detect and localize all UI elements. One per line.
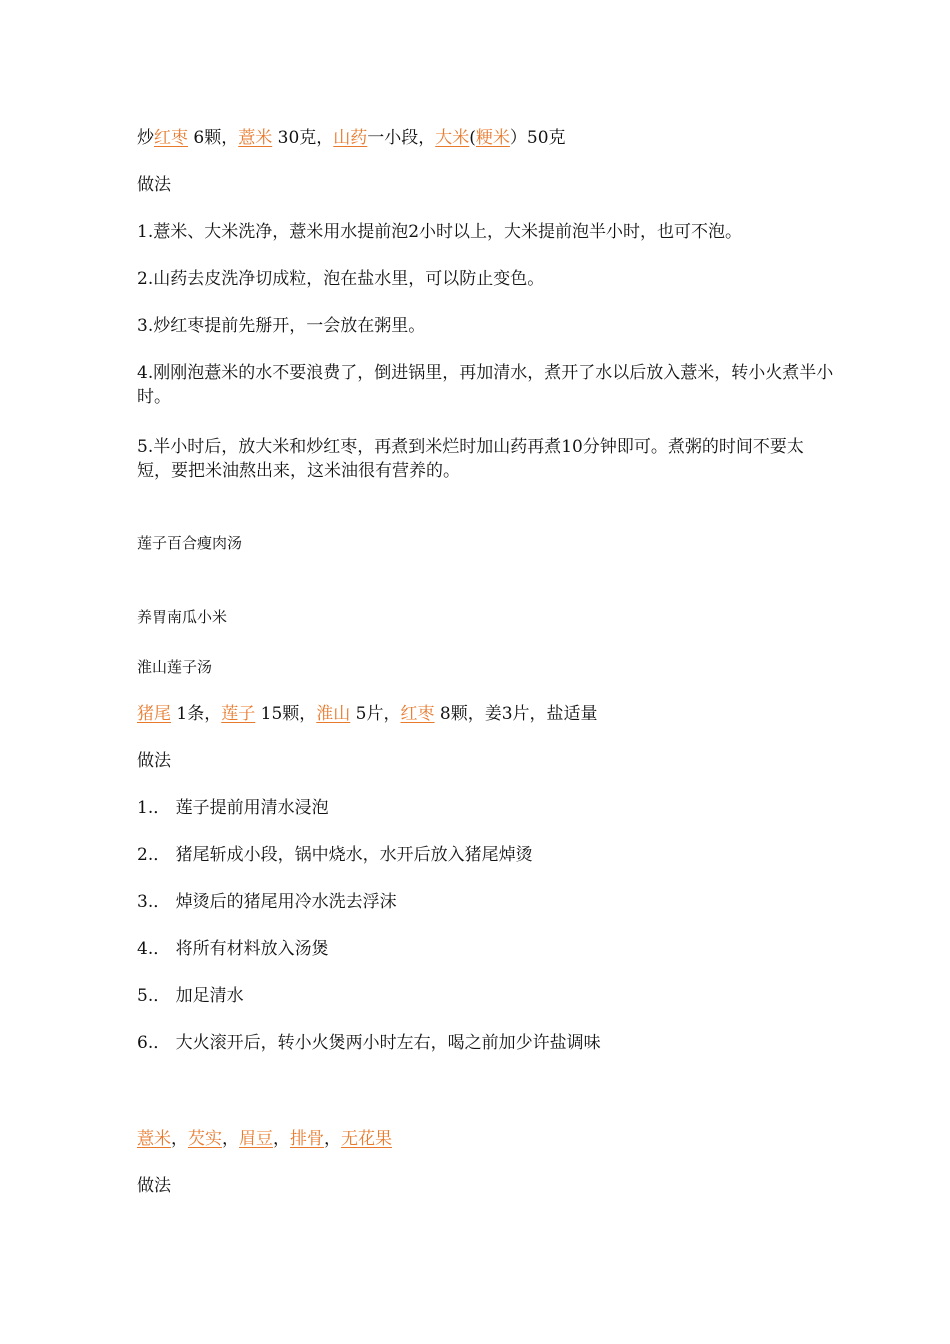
- text: 30克，: [272, 128, 334, 148]
- separator: ，: [222, 1129, 239, 1149]
- ingredient-link-zhuwei[interactable]: 猪尾: [137, 704, 171, 724]
- step: 1.薏米、大米洗净，薏米用水提前泡2小时以上，大米提前泡半小时，也可不泡。: [137, 222, 743, 242]
- ingredient-link-dami[interactable]: 大米: [435, 128, 470, 148]
- separator: ，: [273, 1129, 290, 1149]
- recipe-title: 淮山莲子汤: [137, 658, 213, 676]
- text: (: [469, 128, 476, 148]
- step: 2.． 猪尾斩成小段，锅中烧水，水开后放入猪尾焯烫: [137, 845, 533, 865]
- step: 5.． 加足清水: [137, 986, 244, 1006]
- ingredient-link-qianshi[interactable]: 芡实: [188, 1129, 222, 1149]
- ingredient-link-hongzao[interactable]: 红枣: [400, 704, 435, 724]
- method-heading: 做法: [137, 751, 171, 771]
- ingredient-link-lianzi[interactable]: 莲子: [221, 704, 256, 724]
- ingredient-link-yimi[interactable]: 薏米: [238, 128, 273, 148]
- text: ）50克: [509, 128, 566, 148]
- method-heading: 做法: [137, 1176, 171, 1196]
- text: 1条，: [171, 704, 222, 724]
- text: 6颗，: [188, 128, 239, 148]
- separator: ，: [324, 1129, 341, 1149]
- text: 5片，: [350, 704, 401, 724]
- method-heading: 做法: [137, 175, 171, 195]
- step: 2.山药去皮洗净切成粒，泡在盐水里，可以防止变色。: [137, 269, 545, 289]
- recipe-title: 莲子百合瘦肉汤: [137, 534, 243, 552]
- text: 8颗，姜3片，盐适量: [434, 704, 598, 724]
- step: 5.半小时后，放大米和炒红枣，再煮到米烂时加山药再煮10分钟即可。煮粥的时间不要太短，要把米油熬出来，这米油很有营养的。: [137, 437, 804, 481]
- step: 6.． 大火滚开后，转小火煲两小时左右，喝之前加少许盐调味: [137, 1033, 601, 1053]
- ingredient-link-huaishan[interactable]: 淮山: [316, 704, 351, 724]
- text: 15颗，: [255, 704, 317, 724]
- text: 一小段，: [367, 128, 436, 148]
- text: 炒: [137, 128, 154, 148]
- ingredient-link-meidou[interactable]: 眉豆: [239, 1129, 273, 1149]
- recipe-title: 养胃南瓜小米: [137, 608, 228, 626]
- ingredient-link-jingmi[interactable]: 粳米: [475, 128, 510, 148]
- ingredient-link-yimi[interactable]: 薏米: [137, 1129, 171, 1149]
- ingredient-link-shanyao[interactable]: 山药: [333, 128, 368, 148]
- ingredient-link-paigu[interactable]: 排骨: [290, 1129, 324, 1149]
- step: 3.炒红枣提前先掰开，一会放在粥里。: [137, 316, 426, 336]
- separator: ，: [171, 1129, 188, 1149]
- ingredient-link-hongzao[interactable]: 红枣: [154, 128, 188, 148]
- step: 1.． 莲子提前用清水浸泡: [137, 798, 329, 818]
- recipe3-ingredients: [137, 1127, 837, 1151]
- recipe2-ingredients: [137, 702, 837, 726]
- recipe1-ingredients: [137, 126, 837, 150]
- step: 4.． 将所有材料放入汤煲: [137, 939, 329, 959]
- step: 4.刚刚泡薏米的水不要浪费了，倒进锅里，再加清水，煮开了水以后放入薏米，转小火煮半小时。: [137, 363, 834, 407]
- ingredient-link-wuhuaguo[interactable]: 无花果: [341, 1129, 392, 1149]
- step: 3.． 焯烫后的猪尾用冷水洗去浮沫: [137, 892, 397, 912]
